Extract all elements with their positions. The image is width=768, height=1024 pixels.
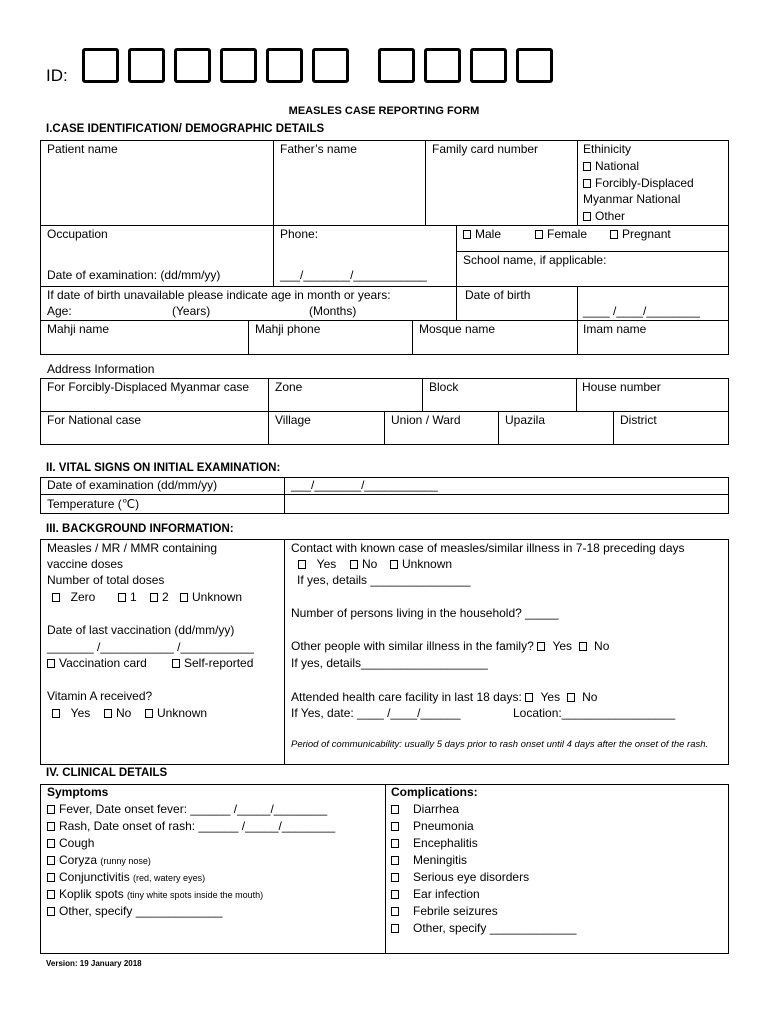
mosque-name-field[interactable]: Mosque name [419,322,496,336]
id-digit-box[interactable] [516,48,553,83]
symptom-fever[interactable]: Fever, Date onset fever: ______ /_____/________ [47,801,327,818]
checkbox-icon[interactable] [150,593,158,602]
attended-facility-question: Attended health care facility in last 18 days: Yes No [291,690,598,704]
block-field[interactable]: Block [429,380,459,394]
checkbox-icon[interactable] [610,230,618,239]
age-label: Age: [47,304,72,318]
dose-one-option[interactable]: 1 [118,589,137,606]
date-of-examination-label: Date of examination: (dd/mm/yy) [47,268,221,282]
checkbox-icon[interactable] [583,212,591,221]
checkbox-icon[interactable] [391,890,399,899]
contact-yes-option[interactable]: Yes [298,556,336,573]
village-field[interactable]: Village [275,413,311,427]
dose-two-option[interactable]: 2 [150,589,169,606]
zone-field[interactable]: Zone [275,380,303,394]
complication-item[interactable]: Febrile seizures [391,903,498,920]
checkbox-icon[interactable] [298,560,306,569]
vit-a-yes-option[interactable]: Yes [52,705,90,722]
id-digit-box[interactable] [128,48,165,83]
checkbox-icon[interactable] [537,642,545,651]
dose-zero-option[interactable]: Zero [52,589,95,606]
id-label: ID: [46,66,68,85]
checkbox-icon[interactable] [463,230,471,239]
checkbox-icon[interactable] [47,856,55,865]
section-2-title: II. VITAL SIGNS ON INITIAL EXAMINATION: [46,462,281,474]
checkbox-icon[interactable] [391,805,399,814]
ethnicity-fdmn-line2: Myanmar National [583,192,681,206]
similar-illness-question: Other people with similar illness in the family? Yes No [291,639,610,653]
vitamin-a-label: Vitamin A received? [47,689,153,703]
checkbox-icon[interactable] [391,839,399,848]
contact-no-option[interactable]: No [350,556,377,573]
temperature-label: Temperature (℃) [47,497,140,511]
occupation-field[interactable]: Occupation [47,227,108,241]
section-3-title: III. BACKGROUND INFORMATION: [46,523,234,535]
date-of-examination-input[interactable]: ___/_______/___________ [280,268,427,282]
checkbox-icon[interactable] [567,693,575,702]
checkbox-icon[interactable] [525,693,533,702]
communicability-note: Period of communicability: usually 5 days prior to rash onset until 4 days after the onset of the rash. [291,739,709,750]
id-digit-box[interactable] [220,48,257,83]
pregnant-option[interactable]: Pregnant [610,226,671,243]
similar-illness-details-input[interactable]: If yes, details___________________ [291,656,488,670]
checkbox-icon[interactable] [172,659,180,668]
checkbox-icon[interactable] [391,856,399,865]
checkbox-icon[interactable] [52,593,60,602]
ethnicity-label: Ethinicity [583,142,632,156]
checkbox-icon[interactable] [47,659,55,668]
id-digit-box[interactable] [82,48,119,83]
checkbox-icon[interactable] [47,907,55,916]
checkbox-icon[interactable] [47,873,55,882]
male-option[interactable]: Male [463,226,501,243]
form-title: MEASLES CASE REPORTING FORM [288,105,480,117]
symptom-other[interactable]: Other, specify _____________ [47,903,222,920]
dose-unknown-option[interactable]: Unknown [180,589,242,606]
id-digit-box[interactable] [266,48,303,83]
address-title: Address Information [47,362,155,376]
last-vaccination-label: Date of last vaccination (dd/mm/yy) [47,623,235,637]
checkbox-icon[interactable] [47,839,55,848]
self-reported-option[interactable]: Self-reported [172,655,253,672]
mahji-phone-field[interactable]: Mahji phone [255,322,321,336]
checkbox-icon[interactable] [391,924,399,933]
checkbox-icon[interactable] [52,709,60,718]
id-digit-box[interactable] [378,48,415,83]
ethnicity-fdmn-option[interactable]: Forcibly-Displaced [583,175,694,192]
checkbox-icon[interactable] [391,873,399,882]
contact-details-input[interactable]: If yes, details _______________ [297,573,471,587]
symptom-conjunctivitis[interactable]: Conjunctivitis (red, watery eyes) [47,869,205,887]
fathers-name-field[interactable]: Father’s name [280,142,357,156]
vital-date-label: Date of examination (dd/mm/yy) [47,478,218,492]
vaccine-doses-label-2: vaccine doses [47,557,124,571]
checkbox-icon[interactable] [118,593,126,602]
checkbox-icon[interactable] [535,230,543,239]
checkbox-icon[interactable] [583,179,591,188]
checkbox-icon[interactable] [180,593,188,602]
last-vaccination-input[interactable]: _______ /___________ /___________ [47,640,254,654]
ethnicity-other-option[interactable]: Other [583,208,625,225]
complication-item[interactable]: Serious eye disorders [391,869,529,886]
complication-item[interactable]: Diarrhea [391,801,459,818]
id-digit-box[interactable] [174,48,211,83]
checkbox-icon[interactable] [104,709,112,718]
complication-item[interactable]: Meningitis [391,852,467,869]
household-persons-input[interactable]: Number of persons living in the household? _____ [291,606,559,620]
house-number-field[interactable]: House number [582,380,661,394]
upazila-field[interactable]: Upazila [505,413,546,427]
phone-field[interactable]: Phone: [280,227,319,241]
id-digit-box[interactable] [424,48,461,83]
symptom-cough[interactable]: Cough [47,835,94,852]
dob-unavailable-label: If date of birth unavailable please indicate age in month or years: [47,288,391,302]
contact-label: Contact with known case of measles/similar illness in 7-18 preceding days [291,541,685,555]
female-option[interactable]: Female [535,226,587,243]
date-of-birth-label: Date of birth [465,288,531,302]
fdmn-case-label: For Forcibly-Displaced Myanmar case [47,380,250,394]
union-ward-field[interactable]: Union / Ward [391,413,461,427]
symptoms-header: Symptoms [47,785,109,799]
checkbox-icon[interactable] [47,805,55,814]
contact-unknown-option[interactable]: Unknown [390,556,452,573]
facility-location-input[interactable]: Location:_________________ [513,706,676,720]
age-months-field[interactable]: (Months) [309,304,357,318]
complications-header: Complications: [391,785,478,799]
symptom-koplik[interactable]: Koplik spots (tiny white spots inside the mouth) [47,886,263,904]
complication-item[interactable]: Ear infection [391,886,480,903]
age-years-field[interactable]: (Years) [172,304,211,318]
vit-a-no-option[interactable]: No [104,705,131,722]
vit-a-unknown-option[interactable]: Unknown [145,705,207,722]
vaccination-card-option[interactable]: Vaccination card [47,655,147,672]
version-footer: Version: 19 January 2018 [46,959,142,968]
vital-date-input[interactable]: ___/_______/___________ [291,478,438,492]
total-doses-label: Number of total doses [47,573,165,587]
checkbox-icon[interactable] [47,822,55,831]
ethnicity-national-option[interactable]: National [583,158,639,175]
complication-item[interactable]: Encephalitis [391,835,478,852]
checkbox-icon[interactable] [579,642,587,651]
school-name-field[interactable]: School name, if applicable: [463,253,607,267]
vaccine-doses-label: Measles / MR / MMR containing [47,541,218,555]
checkbox-icon[interactable] [583,162,591,171]
id-digit-box[interactable] [470,48,507,83]
complication-item[interactable]: Pneumonia [391,818,474,835]
section-4-title: IV. CLINICAL DETAILS [46,767,168,779]
checkbox-icon[interactable] [390,560,398,569]
checkbox-icon[interactable] [391,907,399,916]
family-card-field[interactable]: Family card number [432,142,539,156]
national-case-label: For National case [47,413,142,427]
patient-name-field[interactable]: Patient name [47,142,118,156]
symptom-rash[interactable]: Rash, Date onset of rash: ______ /_____/________ [47,818,335,835]
mahji-name-field[interactable]: Mahji name [47,322,110,336]
id-digit-box[interactable] [312,48,349,83]
facility-date-input[interactable]: If Yes, date: ____ /____/______ [291,706,461,720]
date-of-birth-input[interactable]: ____ /____/________ [583,304,700,318]
symptom-coryza[interactable]: Coryza (runny nose) [47,852,151,870]
section-1-title: I.CASE IDENTIFICATION/ DEMOGRAPHIC DETAILS [46,123,325,135]
checkbox-icon[interactable] [391,822,399,831]
complication-item[interactable]: Other, specify _____________ [391,920,576,937]
district-field[interactable]: District [620,413,657,427]
checkbox-icon[interactable] [350,560,358,569]
checkbox-icon[interactable] [47,890,55,899]
imam-name-field[interactable]: Imam name [583,322,647,336]
checkbox-icon[interactable] [145,709,153,718]
